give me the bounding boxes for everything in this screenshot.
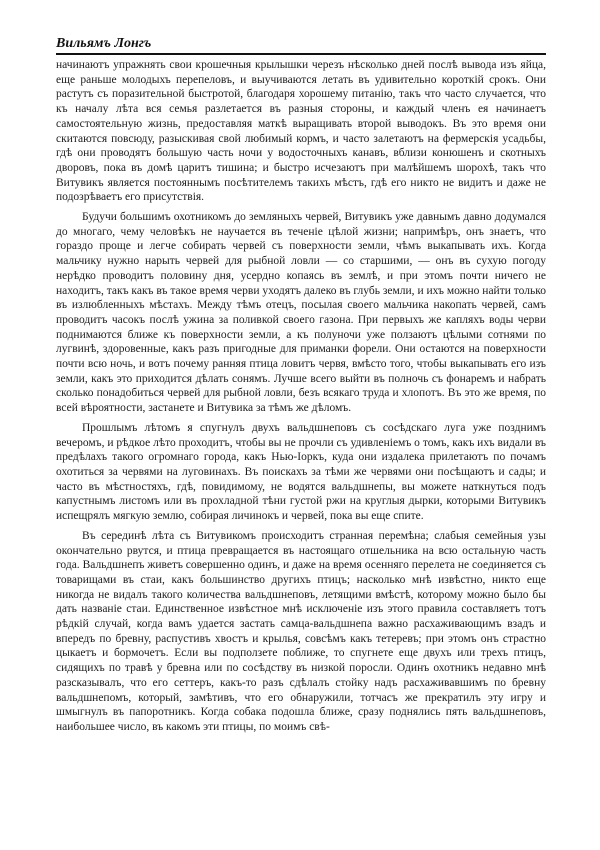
book-page (56, 36, 546, 735)
running-header-title: Вильямъ Лонгъ (56, 36, 152, 51)
running-header (56, 36, 546, 55)
paragraph-1: начинаютъ упражнять свои крошечныя крылышки черезъ нѣсколько дней послѣ вывода изъ яйца, еще раньше молодыхъ перепеловъ, и выучиваются летать въ удивительно короткій срокъ. Они растутъ съ поразительной быстротой, благодаря хорошему питанію, такъ что часто случается, что къ началу лѣта вся семья разлетается въ разныя стороны, и каждый членъ ея начинаетъ самостоятельную жизнь, предоставляя маткѣ выращивать второй выводокъ. Въ это время они скитаются повсюду, разыскивая свой любимый кормъ, и часто залетаютъ на фермерскія усадьбы, гдѣ они проводятъ большую часть ночи у водосточныхъ канавъ, вблизи конюшенъ и скотныхъ дворовъ, пока въ домѣ царитъ тишина; и быстро исчезаютъ при малѣйшемъ шорохѣ, такъ что Витувикъ является постояннымъ посѣтителемъ такихъ мѣстъ, гдѣ его никто не видитъ и даже не подозрѣваетъ его присутствія. (56, 59, 546, 204)
page-body (56, 58, 546, 735)
paragraph-4: Въ серединѣ лѣта съ Витувикомъ происходитъ странная перемѣна; слабыя семейныя узы окончательно рвутся, и птица превращается въ настоящаго отшельника на всю остальную часть года. Вальдшнепъ живетъ совершенно одинъ, и даже на время осенняго перелета не соединяется съ товарищами въ стаи, какъ большинство другихъ птицъ; насколько мнѣ извѣстно, никто еще никогда не видалъ такого количества вальдшнеповъ, летящими вмѣстѣ, которому можно было бы дать названіе стаи. Единственное извѣстное мнѣ исключеніе изъ этого правила составляетъ тотъ рѣдкій случай, когда вамъ удается застать самца-вальдшнепа важно расхаживающимъ взадъ и впередъ по бревну, распустивъ хвостъ и крылья, совсѣмъ какъ тетеревъ; при этомъ онъ страстно цыкаетъ и бормочетъ. Если вы подползете поближе, то спугнете еще двухъ или трехъ птицъ, сидящихъ по травѣ у бревна или по сосѣдству въ низкой поросли. Одинъ охотникъ недавно мнѣ разсказывалъ, что его сеттеръ, какъ-то разъ сдѣлалъ стойку надъ расхаживавшимъ по бревну вальдшнепомъ, который, замѣтивъ, что его обнаружили, тотчасъ же прекратилъ эту игру и шмыгнулъ въ папоротникъ. Когда собака подошла ближе, сразу поднялись пять вальдшнеповъ, наибольшее число, въ какомъ эти птицы, по моимъ свѣ- (56, 529, 546, 733)
paragraph-3: Прошлымъ лѣтомъ я спугнулъ двухъ вальдшнеповъ съ сосѣдскаго луга уже позднимъ вечеромъ, и рѣдкое лѣто проходитъ, чтобы вы не прочли съ удивленіемъ о томъ, какъ ихъ видали въ предѣлахъ такого огромнаго города, какъ Нью-Іоркъ, куда они издалека прилетаютъ по почамъ охотиться за червями на луговинахъ. Въ поискахъ за тѣми же червями они посѣщаютъ и сады; и часто въ мѣстностяхъ, гдѣ, повидимому, не водятся вальдшнепы, вы можете наткнуться подъ капустнымъ листомъ или въ прохладной тѣни густой ржи на круглыя дырки, которыми Витувикъ испещрялъ мягкую землю, собирая личинокъ и червей, пока вы еще спите. (56, 421, 546, 523)
paragraph-2: Будучи большимъ охотникомъ до земляныхъ червей, Витувикъ уже давнымъ давно додумался до многаго, чему человѣкъ не научается въ теченіе цѣлой жизни; напримѣръ, онъ знаетъ, что гораздо проще и легче собирать червей съ поверхности земли, чѣмъ выкапывать ихъ. Когда мальчику нужно нарыть червей для рыбной ловли — со старшими, — онъ въ сухую погоду нерѣдко проводитъ половину дня, усердно копаясь въ землѣ, и при этомъ почти ничего не находитъ, такъ какъ въ такое время черви уходятъ далеко въ глубь земли, и ихъ можно найти только въ излюбленныхъ мѣстахъ. Между тѣмъ отецъ, посылая своего мальчика накопать червей, самъ проводитъ часокъ послѣ ужина за поливкой своего газона. При первыхъ же капляхъ воды черви поднимаются ближе къ поверхности земли, а къ полуночи уже ползаютъ цѣлыми сотнями по лугвинѣ, здоровенные, какъ разъ пригодные для приманки форели. Они остаются на поверхности почти всю ночь, и вотъ почему ранняя птица ловитъ червя, вмѣсто того, чтобы выкапывать его изъ земли, какъ это приходится дѣлать сонямъ. Лучше всего выйти въ полночь съ фонаремъ и набрать сколько понадобиться червей для рыбной ловли, безъ всякаго труда и хлопотъ. Въ это же время, по всей вѣроятности, застанете и Витувика за тѣмъ же дѣломъ. (56, 211, 546, 415)
